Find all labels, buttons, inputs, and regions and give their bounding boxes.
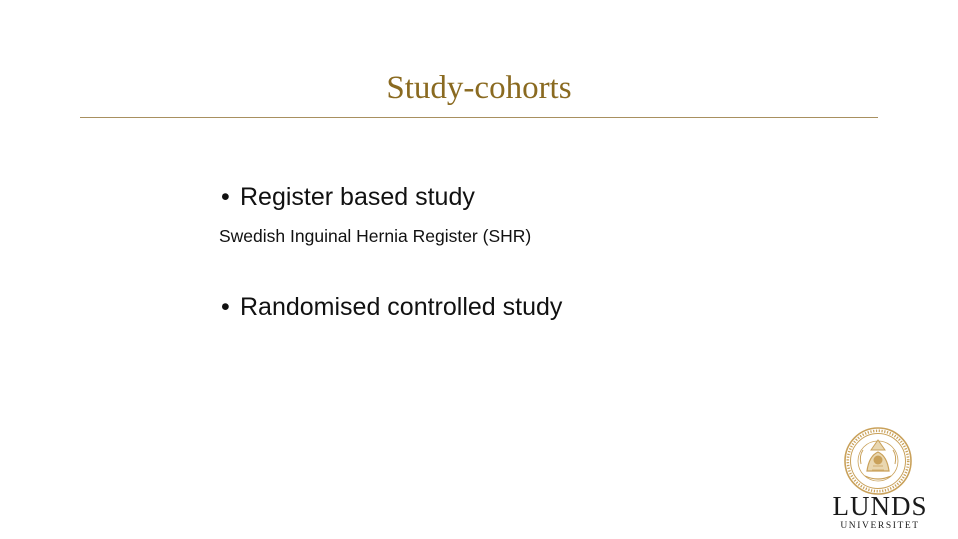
university-seal-icon [843, 426, 913, 496]
university-wordmark [832, 493, 928, 532]
slide-title: Study-cohorts [386, 70, 572, 106]
bullet-marker: • [221, 293, 230, 321]
title-divider [80, 117, 878, 118]
bullet-register-based-study [221, 182, 475, 212]
university-logo [832, 426, 928, 530]
university-name: LUNDS [832, 491, 928, 521]
bullet-text: Register based study [240, 183, 475, 211]
register-name: Swedish Inguinal Hernia Register (SHR) [219, 226, 532, 246]
university-subtitle: UNIVERSITET [840, 521, 920, 531]
bullet-marker: • [221, 183, 230, 211]
bullet-text: Randomised controlled study [240, 293, 563, 321]
bullet-randomised-controlled-study [221, 292, 562, 322]
